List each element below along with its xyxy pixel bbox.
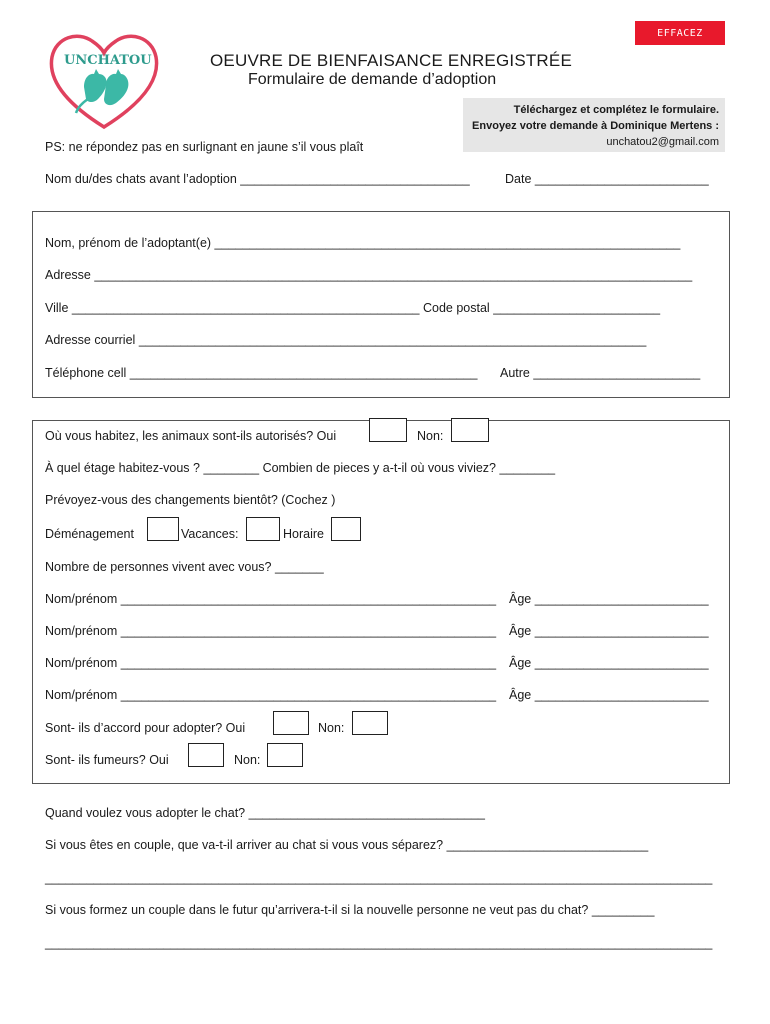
animals-allowed-question: Où vous habitez, les animaux sont-ils autorisés? Oui <box>45 429 337 443</box>
info-line-2: Envoyez votre demande à Dominique Mertens : <box>472 120 719 132</box>
phone-row <box>45 366 477 380</box>
smokers-no-label: Non: <box>234 753 261 767</box>
floor-question: À quel étage habitez-vous ? <box>45 461 200 475</box>
email-row <box>45 333 646 347</box>
rooms-question: Combien de pieces y a-t-il où vous viviez? <box>262 461 497 475</box>
person-age-field[interactable]: _________________________ <box>534 624 709 638</box>
person-age-row <box>509 656 709 670</box>
rooms-field[interactable]: ________ <box>499 461 556 475</box>
adopter-name-field[interactable]: ___________________________________________________________________ <box>214 236 681 250</box>
separate-field[interactable]: _____________________________ <box>446 838 649 852</box>
clear-button[interactable]: EFFACEZ <box>635 21 725 45</box>
adopter-name-label: Nom, prénom de l’adoptant(e) <box>45 236 212 250</box>
schedule-label: Horaire <box>283 527 324 541</box>
agree-yes-checkbox[interactable] <box>273 711 309 735</box>
person-name-field[interactable]: ______________________________________________________ <box>120 624 497 638</box>
date-row <box>505 172 709 186</box>
person-age-row <box>509 624 709 638</box>
info-email: unchatou2@gmail.com <box>606 136 719 148</box>
person-name-label: Nom/prénom <box>45 624 118 638</box>
person-row <box>45 592 496 606</box>
address-label: Adresse <box>45 268 91 282</box>
moving-label: Déménagement <box>45 527 134 541</box>
person-age-field[interactable]: _________________________ <box>534 656 709 670</box>
future-row <box>45 903 654 917</box>
ps-note: PS: ne répondez pas en surlignant en jaune s’il vous plaît <box>45 140 364 154</box>
agree-no-checkbox[interactable] <box>352 711 388 735</box>
person-name-field[interactable]: ______________________________________________________ <box>120 688 497 702</box>
person-age-row <box>509 688 709 702</box>
date-field[interactable]: _________________________ <box>534 172 709 186</box>
agree-no-label: Non: <box>318 721 345 735</box>
postal-code-label: Code postal <box>422 301 490 315</box>
person-name-label: Nom/prénom <box>45 688 118 702</box>
separate-question: Si vous êtes en couple, que va-t-il arriver au chat si vous vous séparez? <box>45 838 444 852</box>
cats-name-label: Nom du/des chats avant l’adoption <box>45 172 237 186</box>
animals-allowed-yes-checkbox[interactable] <box>369 418 407 442</box>
date-label: Date <box>505 172 532 186</box>
schedule-checkbox[interactable] <box>331 517 361 541</box>
cats-name-row <box>45 172 470 186</box>
logo-text: UNCHATOU <box>64 53 152 68</box>
unchatou-logo <box>44 27 164 133</box>
moving-checkbox[interactable] <box>147 517 179 541</box>
other-label: Autre <box>500 366 530 380</box>
phone-label: Téléphone cell <box>45 366 127 380</box>
person-age-row <box>509 592 709 606</box>
people-row <box>45 560 324 574</box>
vacation-checkbox[interactable] <box>246 517 280 541</box>
city-field[interactable]: __________________________________________________ <box>71 301 420 315</box>
smokers-yes-checkbox[interactable] <box>188 743 224 767</box>
floor-row <box>45 461 555 475</box>
person-age-field[interactable]: _________________________ <box>534 688 709 702</box>
when-field[interactable]: __________________________________ <box>248 806 485 820</box>
floor-field[interactable]: ________ <box>203 461 260 475</box>
email-label: Adresse courriel <box>45 333 136 347</box>
separate-answer-line[interactable]: ________________________________________________________________________________________________ <box>45 871 713 885</box>
person-age-label: Âge <box>509 688 532 702</box>
person-name-field[interactable]: ______________________________________________________ <box>120 592 497 606</box>
person-row <box>45 688 496 702</box>
heart-cat-logo-icon <box>44 27 164 133</box>
changes-question: Prévoyez-vous des changements bientôt? (Cochez ) <box>45 493 336 507</box>
person-name-label: Nom/prénom <box>45 592 118 606</box>
other-row <box>500 366 700 380</box>
vacation-label: Vacances: <box>181 527 239 541</box>
phone-field[interactable]: __________________________________________________ <box>129 366 478 380</box>
cats-name-field[interactable]: _________________________________ <box>240 172 470 186</box>
people-question: Nombre de personnes vivent avec vous? <box>45 560 272 574</box>
other-field[interactable]: ________________________ <box>533 366 701 380</box>
people-count-field[interactable]: _______ <box>275 560 324 574</box>
person-name-field[interactable]: ______________________________________________________ <box>120 656 497 670</box>
smokers-question: Sont- ils fumeurs? Oui <box>45 753 169 767</box>
when-question: Quand voulez vous adopter le chat? <box>45 806 246 820</box>
person-age-label: Âge <box>509 592 532 606</box>
city-row <box>45 301 660 315</box>
future-field[interactable]: _________ <box>591 903 655 917</box>
agree-question: Sont- ils d’accord pour adopter? Oui <box>45 721 246 735</box>
person-row <box>45 624 496 638</box>
city-label: Ville <box>45 301 69 315</box>
postal-code-field[interactable]: ________________________ <box>493 301 661 315</box>
address-row <box>45 268 692 282</box>
person-age-label: Âge <box>509 656 532 670</box>
info-line-1: Téléchargez et complétez le formulaire. <box>513 104 719 116</box>
person-name-label: Nom/prénom <box>45 656 118 670</box>
when-row <box>45 806 485 820</box>
page-subtitle: Formulaire de demande d’adoption <box>248 71 497 88</box>
address-field[interactable]: ______________________________________________________________________________________ <box>94 268 693 282</box>
person-age-field[interactable]: _________________________ <box>534 592 709 606</box>
person-row <box>45 656 496 670</box>
adopter-name-row <box>45 236 680 250</box>
animals-allowed-no-checkbox[interactable] <box>451 418 489 442</box>
email-field[interactable]: _________________________________________________________________________ <box>138 333 647 347</box>
future-question: Si vous formez un couple dans le futur qu’arrivera-t-il si la nouvelle personne ne veut pas du chat? <box>45 903 589 917</box>
future-answer-line[interactable]: ________________________________________________________________________________________________ <box>45 936 713 950</box>
instructions-box <box>463 98 725 152</box>
person-age-label: Âge <box>509 624 532 638</box>
page-title: OEUVRE DE BIENFAISANCE ENREGISTRÉE <box>210 51 572 70</box>
smokers-no-checkbox[interactable] <box>267 743 303 767</box>
separate-row <box>45 838 648 852</box>
animals-allowed-no-label: Non: <box>417 429 444 443</box>
